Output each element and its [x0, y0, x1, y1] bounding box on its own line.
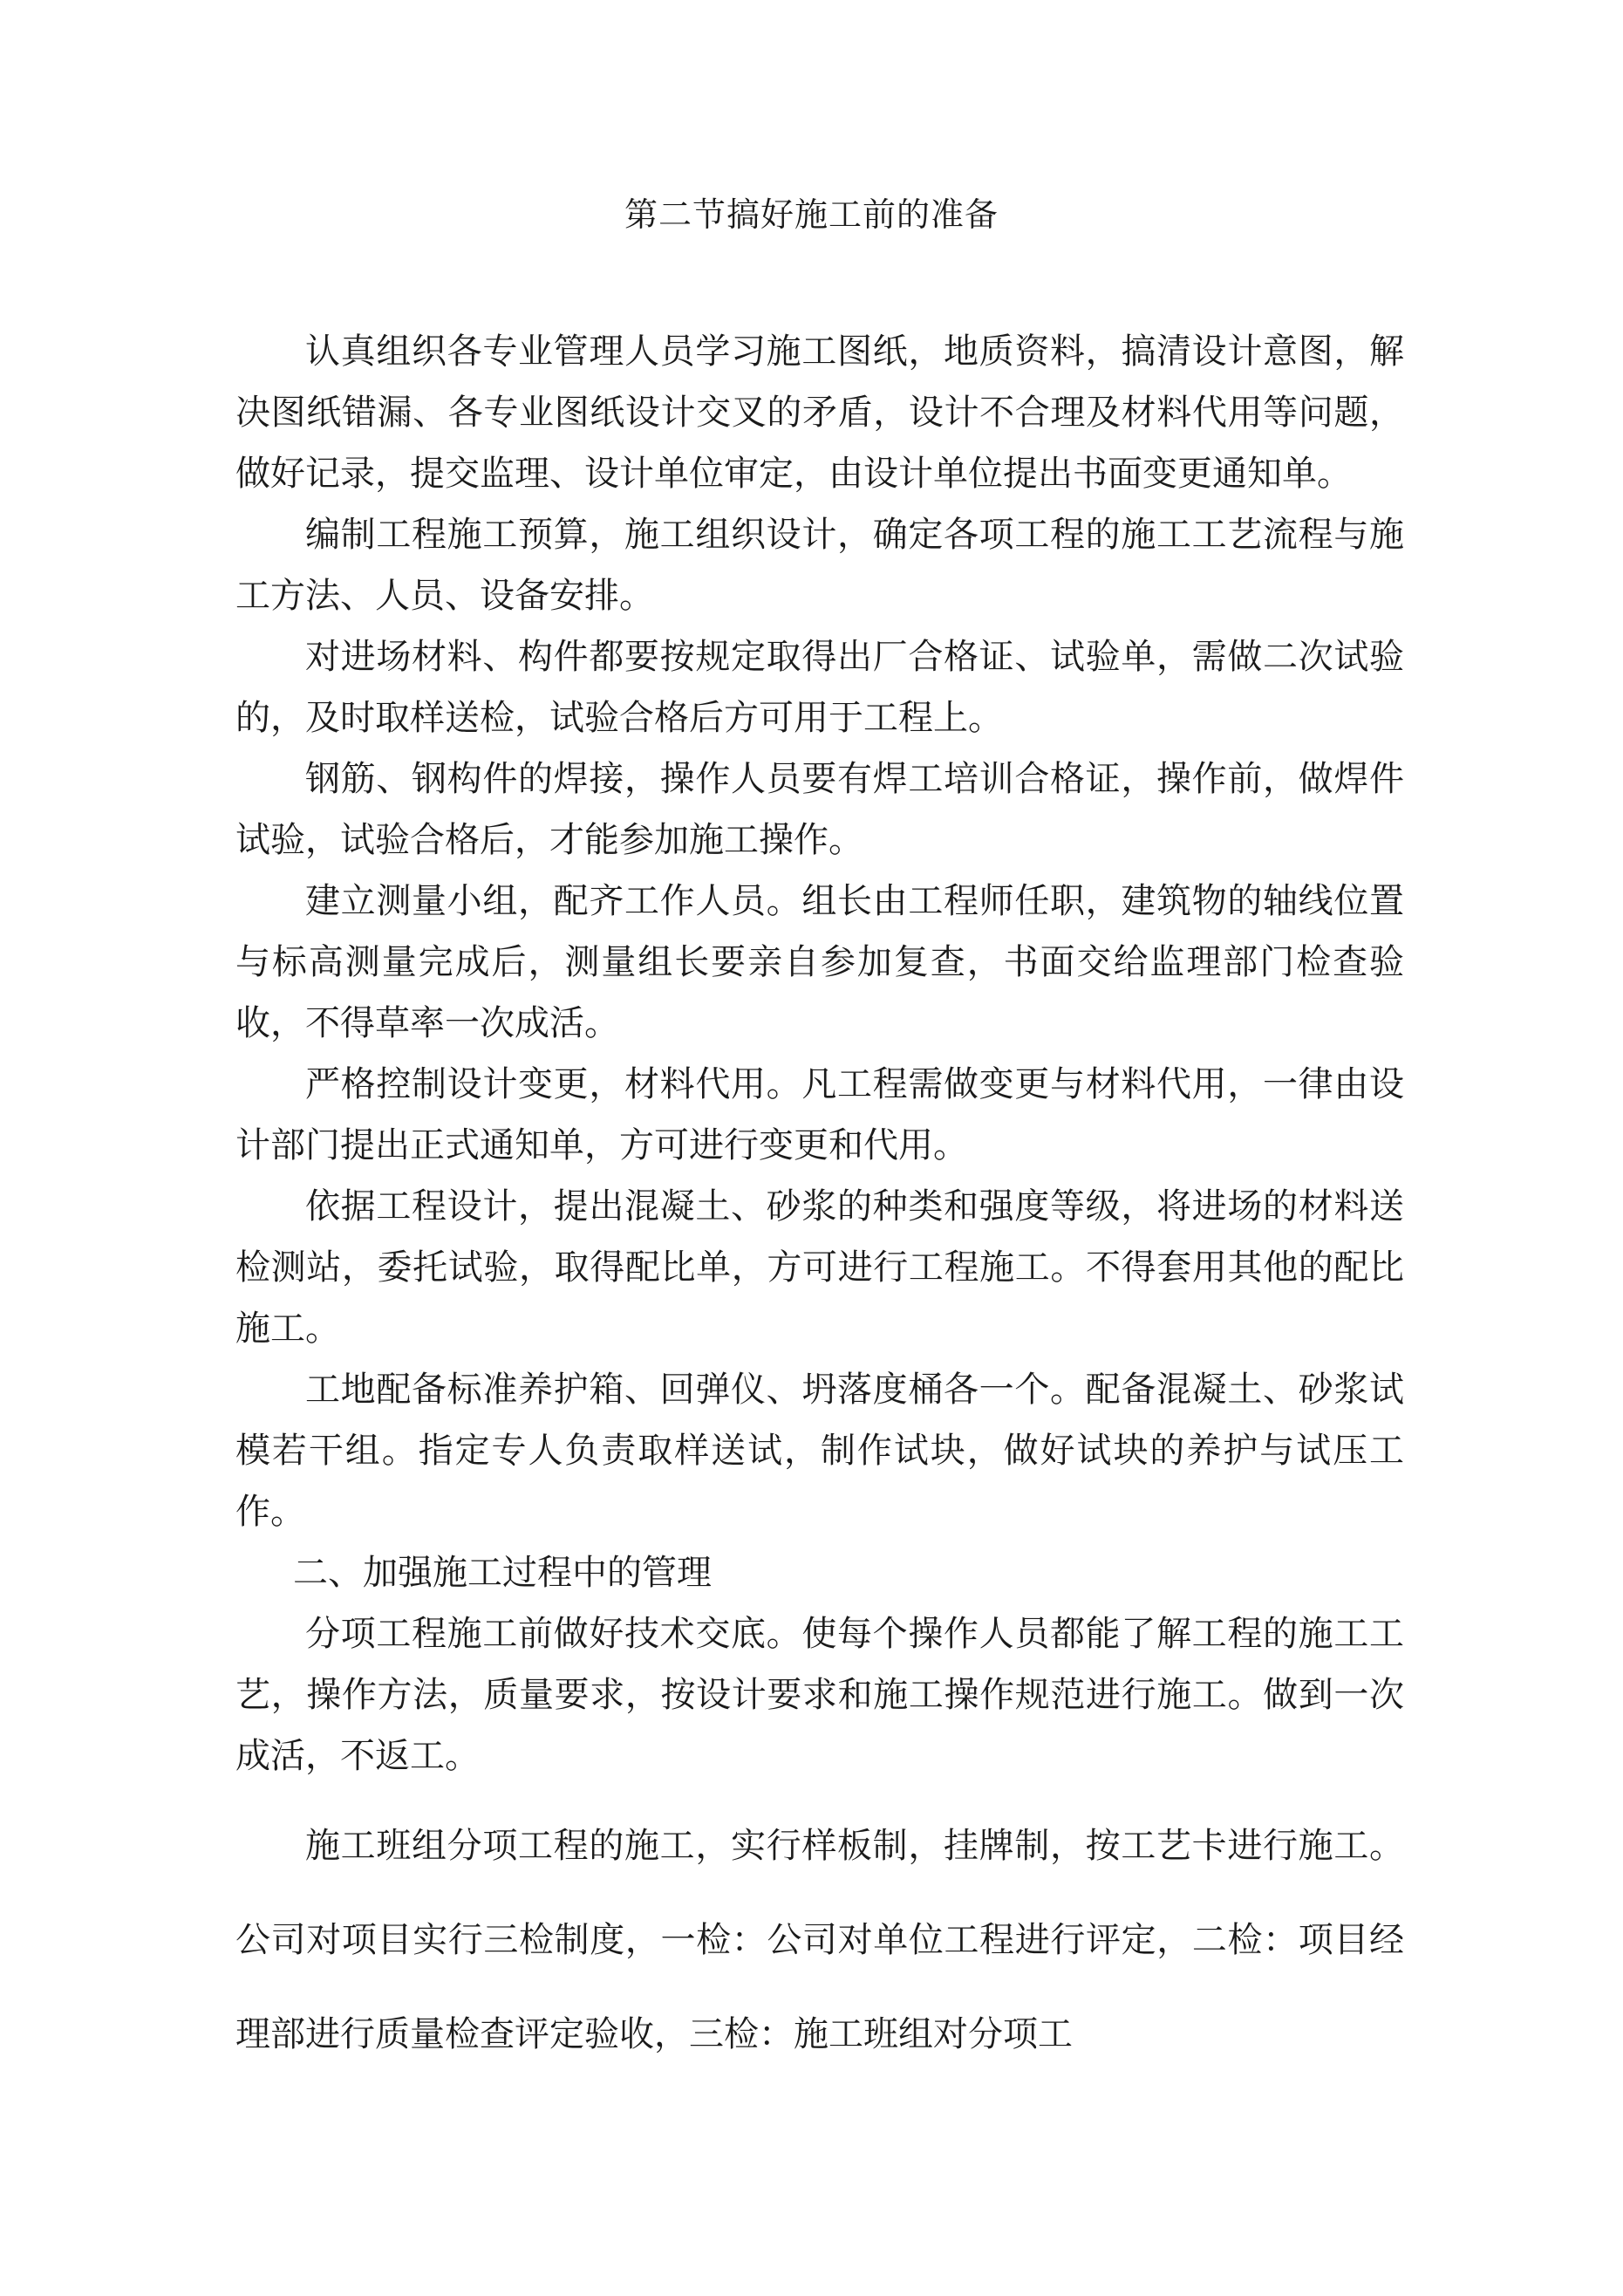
section-heading: 二、加强施工过程中的管理 — [293, 1553, 712, 1593]
paragraph-technical-briefing: 分项工程施工前做好技术交底。使每个操作人员都能了解工程的施工工艺，操作方法，质量要求，按设计要求和施工操作规范进行施工。做到一次成活，不返工。 — [235, 1614, 1404, 1776]
paragraph-site-equipment: 工地配备标准养护箱、回弹仪、坍落度桶各一个。配备混凝土、砂浆试模若干组。指定专人负责取样送试，制作试块，做好试块的养护与试压工作。 — [235, 1370, 1404, 1532]
paragraph-concrete-mix: 依据工程设计，提出混凝土、砂浆的种类和强度等级，将进场的材料送检测站，委托试验，取得配比单，方可进行工程施工。不得套用其他的配比施工。 — [235, 1186, 1404, 1349]
paragraph-survey-team: 建立测量小组，配齐工作人员。组长由工程师任职，建筑物的轴线位置与标高测量完成后，测量组长要亲自参加复查，书面交给监理部门检查验收，不得草率一次成活。 — [235, 881, 1404, 1043]
paragraph-welding: 钢筋、钢构件的焊接，操作人员要有焊工培训合格证，操作前，做焊件试验，试验合格后，才能参加施工操作。 — [235, 759, 1404, 860]
document-body — [235, 321, 1404, 2081]
paragraph-material-inspection: 对进场材料、构件都要按规定取得出厂合格证、试验单，需做二次试验的，及时取样送检，试验合格后方可用于工程上。 — [235, 637, 1404, 738]
paragraph-three-checks: 施工班组分项工程的施工，实行样板制，挂牌制，按工艺卡进行施工。公司对项目实行三检制度，一检：公司对单位工程进行评定，二检：项目经理部进行质量检查评定验收，三检：施工班组对分项工 — [235, 1826, 1404, 2054]
page-title: 第二节搞好施工前的准备 — [624, 195, 999, 234]
paragraph-budget-plan: 编制工程施工预算，施工组织设计，确定各项工程的施工工艺流程与施工方法、人员、设备安排。 — [235, 515, 1404, 616]
paragraph-design-changes: 严格控制设计变更，材料代用。凡工程需做变更与材料代用，一律由设计部门提出正式通知单，方可进行变更和代用。 — [235, 1064, 1404, 1165]
paragraph-drawings-review: 认真组织各专业管理人员学习施工图纸，地质资料，搞清设计意图，解决图纸错漏、各专业图纸设计交叉的矛盾，设计不合理及材料代用等问题，做好记录，提交监理、设计单位审定，由设计单位提出书面变更通知单。 — [235, 331, 1404, 494]
